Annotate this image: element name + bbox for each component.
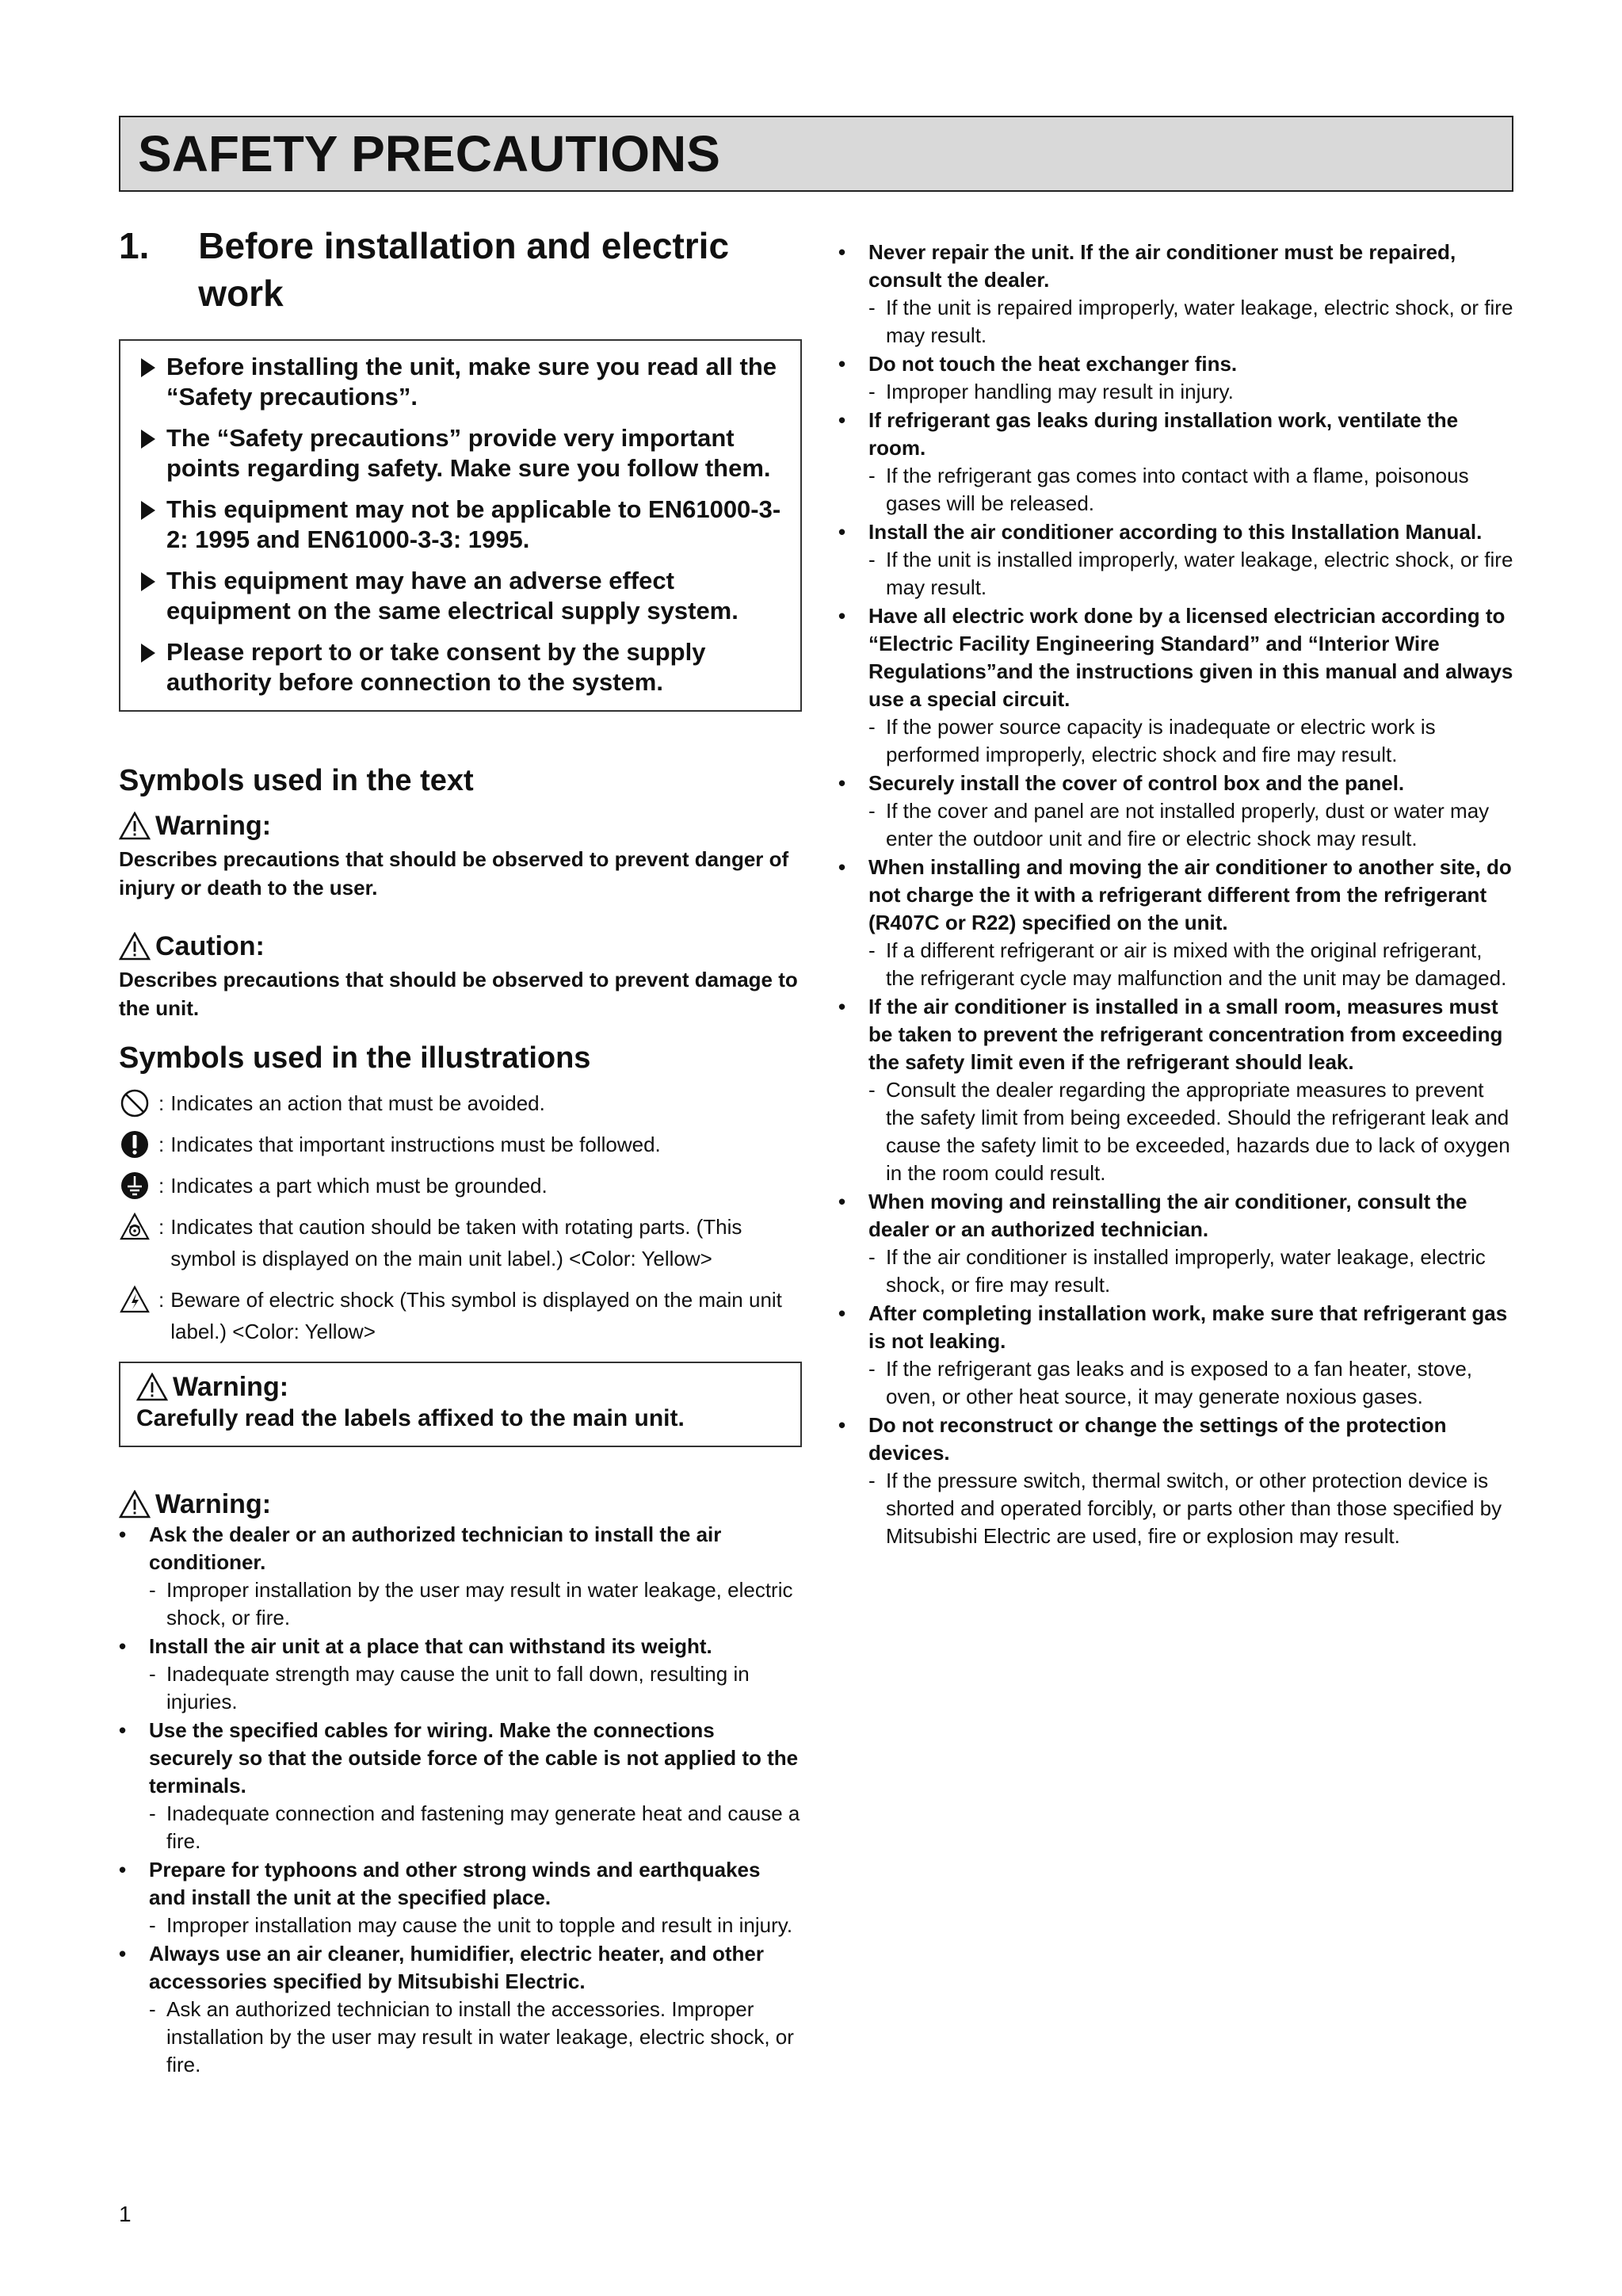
- list-item-detail-row: - If a different refrigerant or air is mixed with the original refrigerant, the refrigerant cycle may malfunction and the unit may be damaged.: [838, 937, 1513, 992]
- list-item-detail-row: - If the refrigerant gas leaks and is exposed to a fan heater, stove, oven, or other heat source, it may generate noxious gases.: [838, 1355, 1513, 1411]
- list-item-title: Install the air conditioner according to this Installation Manual.: [868, 520, 1483, 544]
- mandatory-icon: [119, 1129, 151, 1160]
- list-item-detail-row: - Improper handling may result in injury.: [838, 378, 1513, 406]
- list-item: • Install the air conditioner according to this Installation Manual.: [838, 518, 1513, 546]
- intro-text: The “Safety precautions” provide very important points regarding safety. Make sure you follow them.: [166, 424, 771, 482]
- caution-label-text: Caution:: [155, 931, 265, 961]
- list-item-title: Securely install the cover of control box and the panel.: [868, 771, 1405, 795]
- left-column: [119, 222, 802, 2079]
- intro-box: [119, 339, 802, 712]
- list-item-detail: Improper installation by the user may result in water leakage, electric shock, or fire.: [166, 1578, 793, 1629]
- list-item: • Prepare for typhoons and other strong winds and earthquakes and install the unit at the specified place.: [119, 1856, 802, 1912]
- warning-box-text: Carefully read the labels affixed to the main unit.: [136, 1405, 685, 1431]
- list-item-detail-row: - Ask an authorized technician to install the accessories. Improper installation by the user may result in water leakage, electric shock, or fire.: [119, 1996, 802, 2079]
- list-item: • Never repair the unit. If the air conditioner must be repaired, consult the dealer.: [838, 239, 1513, 294]
- page-number: 1: [119, 2202, 132, 2226]
- rotating-parts-icon: [119, 1211, 151, 1243]
- list-item-detail-row: - If the power source capacity is inadequate or electric work is performed improperly, electric shock and fire may result.: [838, 713, 1513, 769]
- list-item: • Do not reconstruct or change the settings of the protection devices.: [838, 1412, 1513, 1467]
- list-item-title: Ask the dealer or an authorized technician to install the air conditioner.: [149, 1522, 722, 1574]
- warning-label-text: Warning:: [155, 811, 272, 841]
- list-item-detail: Improper installation may cause the unit to topple and result in injury.: [166, 1913, 793, 1937]
- symbol-row: : Indicates an action that must be avoided.: [119, 1087, 802, 1119]
- list-item-title: After completing installation work, make sure that refrigerant gas is not leaking.: [868, 1301, 1508, 1353]
- list-item-detail-row: - Improper installation by the user may result in water leakage, electric shock, or fire.: [119, 1576, 802, 1632]
- list-item: • When installing and moving the air conditioner to another site, do not charge the it with a refrigerant different from the refrigerant (R407C or R22) specified on the unit.: [838, 854, 1513, 937]
- intro-text: This equipment may not be applicable to EN61000-3-2: 1995 and EN61000-3-3: 1995.: [166, 495, 781, 553]
- page-title: SAFETY PRECAUTIONS: [138, 125, 720, 182]
- section-heading: [119, 222, 802, 317]
- list-item-title: If refrigerant gas leaks during installation work, ventilate the room.: [868, 408, 1459, 460]
- list-item-detail-row: - Consult the dealer regarding the appropriate measures to prevent the safety limit from being exceeded. Should the refrigerant leak and cause the safety limit to be exceeded, hazards due to lack of oxygen in the room could result.: [838, 1076, 1513, 1187]
- list-item-detail-row: - Inadequate strength may cause the unit to fall down, resulting in injuries.: [119, 1660, 802, 1716]
- list-item-detail-row: - Inadequate connection and fastening may generate heat and cause a fire.: [119, 1800, 802, 1855]
- warning-box: [119, 1362, 802, 1447]
- list-item-detail: If the unit is installed improperly, water leakage, electric shock, or fire may result.: [886, 548, 1513, 599]
- warning-box-label-text: Warning:: [173, 1372, 289, 1402]
- symbols-illustrations-heading: Symbols used in the illustrations: [119, 1041, 591, 1075]
- list-item: • Do not touch the heat exchanger fins.: [838, 350, 1513, 378]
- list-item-detail-row: - If the cover and panel are not installed properly, dust or water may enter the outdoor unit and fire or electric shock may result.: [838, 797, 1513, 853]
- warning-triangle-icon: [119, 812, 151, 840]
- arrow-icon: [141, 358, 155, 377]
- list-item-title: When moving and reinstalling the air conditioner, consult the dealer or an authorized technician.: [868, 1190, 1467, 1241]
- list-item-detail: Inadequate strength may cause the unit to fall down, resulting in injuries.: [166, 1662, 750, 1713]
- list-item: • If refrigerant gas leaks during installation work, ventilate the room.: [838, 407, 1513, 462]
- section-title: Before installation and electric work: [198, 225, 730, 314]
- symbol-text: Indicates that important instructions must be followed.: [170, 1133, 661, 1156]
- intro-item: [138, 423, 783, 483]
- list-item-detail: Ask an authorized technician to install the accessories. Improper installation by the user may result in water leakage, electric shock, or fire.: [166, 1997, 794, 2076]
- list-item: • Install the air unit at a place that can withstand its weight.: [119, 1633, 802, 1660]
- prohibited-icon: [119, 1087, 151, 1119]
- warning-triangle-icon: [136, 1373, 168, 1401]
- electric-shock-icon: [119, 1284, 151, 1316]
- list-item: • After completing installation work, make sure that refrigerant gas is not leaking.: [838, 1300, 1513, 1355]
- list-item: • Securely install the cover of control box and the panel.: [838, 770, 1513, 797]
- arrow-icon: [141, 501, 155, 520]
- arrow-icon: [141, 572, 155, 591]
- list-item-title: When installing and moving the air conditioner to another site, do not charge the it with a refrigerant different from the refrigerant (R407C or R22) specified on the unit.: [868, 855, 1512, 934]
- list-item-detail-row: - If the unit is repaired improperly, water leakage, electric shock, or fire may result.: [838, 294, 1513, 350]
- list-item-detail-row: - If the pressure switch, thermal switch, or other protection device is shorted and operated forcibly, or parts other than those specified by Mitsubishi Electric are used, fire or explosion may result.: [838, 1467, 1513, 1550]
- list-item: • When moving and reinstalling the air conditioner, consult the dealer or an authorized technician.: [838, 1188, 1513, 1244]
- list-item-detail: Consult the dealer regarding the appropriate measures to prevent the safety limit from being exceeded. Should the refrigerant leak and cause the safety limit to be exceeded, hazards due to lack of oxygen in the room could result.: [886, 1078, 1510, 1185]
- list-item-detail: If the unit is repaired improperly, water leakage, electric shock, or fire may result.: [886, 296, 1513, 347]
- warning-description: Describes precautions that should be observed to prevent danger of injury or death to the user.: [119, 847, 789, 900]
- intro-item: [138, 352, 783, 412]
- title-bar: [119, 116, 1513, 192]
- warning-label: [119, 810, 802, 842]
- intro-text: Before installing the unit, make sure you read all the “Safety precautions”.: [166, 353, 777, 411]
- list-item-title: Do not reconstruct or change the settings of the protection devices.: [868, 1413, 1447, 1465]
- intro-item: [138, 495, 783, 555]
- intro-item: [138, 637, 783, 697]
- symbol-text: Indicates an action that must be avoided.: [170, 1091, 545, 1115]
- symbol-text: Beware of electric shock (This symbol is displayed on the main unit label.) <Color: Yellow>: [170, 1288, 782, 1343]
- intro-text: This equipment may have an adverse effect equipment on the same electrical supply system.: [166, 567, 738, 625]
- list-item-title: Do not touch the heat exchanger fins.: [868, 352, 1238, 376]
- list-item-title: Use the specified cables for wiring. Make the connections securely so that the outside force of the cable is not applied to the terminals.: [149, 1718, 799, 1797]
- symbol-row: : Indicates that caution should be taken with rotating parts. (This symbol is displayed on the main unit label.) <Color: Yellow>: [119, 1211, 802, 1274]
- caution-triangle-icon: [119, 932, 151, 961]
- list-item-detail-row: - Improper installation may cause the unit to topple and result in injury.: [119, 1912, 802, 1939]
- warning-list-label: [119, 1488, 802, 1520]
- list-item: • Have all electric work done by a licensed electrician according to “Electric Facility Engineering Standard” and “Interior Wire Regulations”and the instructions given in this manual and always use a special circuit.: [838, 602, 1513, 713]
- ground-icon: [119, 1170, 151, 1201]
- list-item-detail: Improper handling may result in injury.: [886, 380, 1234, 403]
- list-item-detail: If a different refrigerant or air is mixed with the original refrigerant, the refrigerant cycle may malfunction and the unit may be damaged.: [886, 938, 1507, 990]
- list-item-title: Prepare for typhoons and other strong winds and earthquakes and install the unit at the specified place.: [149, 1858, 761, 1909]
- list-item-detail: If the cover and panel are not installed properly, dust or water may enter the outdoor unit and fire or electric shock may result.: [886, 799, 1490, 850]
- intro-item: [138, 566, 783, 626]
- section-number: 1.: [119, 225, 150, 266]
- symbol-row: : Indicates that important instructions must be followed.: [119, 1129, 802, 1160]
- list-item-detail: If the air conditioner is installed improperly, water leakage, electric shock, or fire may result.: [886, 1245, 1486, 1297]
- symbol-row: : Beware of electric shock (This symbol is displayed on the main unit label.) <Color: Yellow>: [119, 1284, 802, 1347]
- list-item-title: Always use an air cleaner, humidifier, electric heater, and other accessories specified by Mitsubishi Electric.: [149, 1942, 764, 1993]
- caution-description: Describes precautions that should be observed to prevent damage to the unit.: [119, 968, 798, 1020]
- list-item-detail: If the refrigerant gas leaks and is exposed to a fan heater, stove, oven, or other heat source, it may generate noxious gases.: [886, 1357, 1473, 1408]
- warning-box-label: [136, 1371, 784, 1403]
- list-item-title: Install the air unit at a place that can withstand its weight.: [149, 1634, 712, 1658]
- list-item-detail-row: - If the unit is installed improperly, water leakage, electric shock, or fire may result.: [838, 546, 1513, 602]
- list-item-detail: Inadequate connection and fastening may generate heat and cause a fire.: [166, 1801, 800, 1853]
- list-item-detail-row: - If the refrigerant gas comes into contact with a flame, poisonous gases will be released.: [838, 462, 1513, 518]
- list-item-detail: If the power source capacity is inadequate or electric work is performed improperly, electric shock and fire may result.: [886, 715, 1436, 766]
- list-item-title: If the air conditioner is installed in a small room, measures must be taken to prevent the refrigerant concentration from exceeding the safety limit even if the refrigerant should leak.: [868, 995, 1503, 1074]
- left-warning-list: [119, 1521, 802, 2079]
- list-item: • Ask the dealer or an authorized technician to install the air conditioner.: [119, 1521, 802, 1576]
- symbol-text: Indicates that caution should be taken with rotating parts. (This symbol is displayed on the main unit label.) <Color: Yellow>: [170, 1215, 742, 1270]
- list-item-detail-row: - If the air conditioner is installed improperly, water leakage, electric shock, or fire may result.: [838, 1244, 1513, 1299]
- list-item: • Always use an air cleaner, humidifier, electric heater, and other accessories specified by Mitsubishi Electric.: [119, 1940, 802, 1996]
- right-column: [838, 238, 1513, 1550]
- list-item: • Use the specified cables for wiring. Make the connections securely so that the outside force of the cable is not applied to the terminals.: [119, 1717, 802, 1800]
- warning-triangle-icon: [119, 1490, 151, 1519]
- list-item-detail: If the pressure switch, thermal switch, or other protection device is shorted and operated forcibly, or parts other than those specified by Mitsubishi Electric are used, fire or explosion may result.: [886, 1469, 1502, 1548]
- warning-list-label-text: Warning:: [155, 1489, 272, 1519]
- symbol-row: : Indicates a part which must be grounded.: [119, 1170, 802, 1201]
- list-item-title: Have all electric work done by a licensed electrician according to “Electric Facility Engineering Standard” and “Interior Wire Regulations”and the instructions given in this manual and always use a special circuit.: [868, 604, 1513, 711]
- list-item-title: Never repair the unit. If the air conditioner must be repaired, consult the dealer.: [868, 240, 1456, 292]
- intro-text: Please report to or take consent by the supply authority before connection to the system.: [166, 638, 706, 696]
- list-item: • If the air conditioner is installed in a small room, measures must be taken to prevent the refrigerant concentration from exceeding the safety limit even if the refrigerant should leak.: [838, 993, 1513, 1076]
- arrow-icon: [141, 430, 155, 449]
- symbols-text-heading: Symbols used in the text: [119, 764, 474, 797]
- caution-label: [119, 930, 802, 962]
- list-item-detail: If the refrigerant gas comes into contact with a flame, poisonous gases will be released.: [886, 464, 1469, 515]
- arrow-icon: [141, 644, 155, 663]
- symbol-text: Indicates a part which must be grounded.: [170, 1174, 548, 1198]
